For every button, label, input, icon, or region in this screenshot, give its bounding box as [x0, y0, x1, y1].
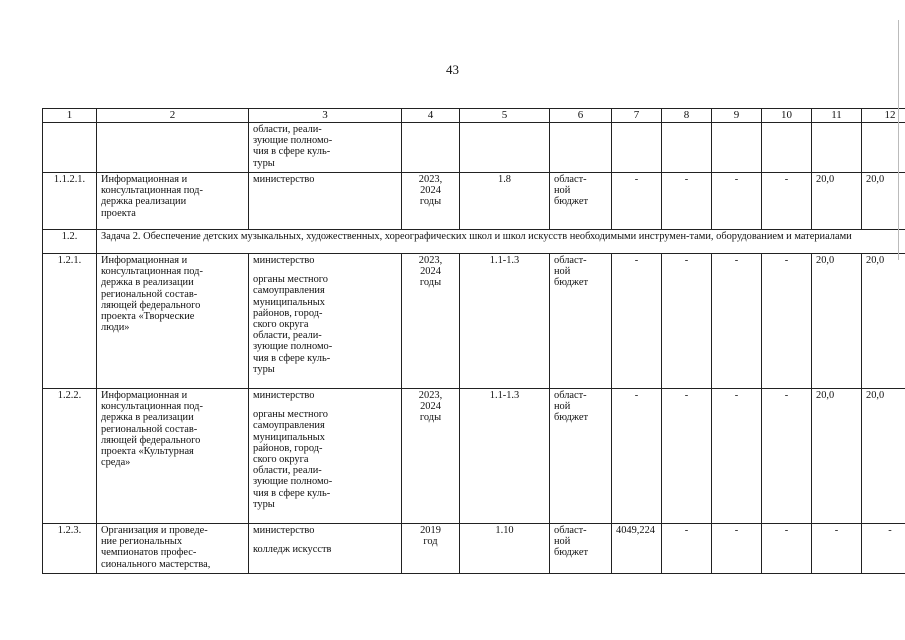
- amount-cell-11: 20,0: [812, 389, 862, 524]
- executor-cell: [249, 389, 402, 524]
- measure-name-line: Информационная и: [101, 255, 188, 266]
- measure-name-line: ние региональных: [101, 536, 183, 548]
- measure-name-cell: [97, 254, 249, 389]
- measure-name-line: люди»: [101, 322, 130, 334]
- co-executor-line: чия в сфере куль-: [253, 146, 331, 158]
- header-cell-9: 9: [712, 109, 762, 123]
- amount-cell-12: 20,0: [862, 389, 905, 524]
- item-number-cell: [43, 123, 97, 173]
- executor-line: министерство: [253, 255, 315, 266]
- item-number-cell: 1.1.2.1.: [43, 173, 97, 230]
- amount-cell-9: -: [712, 389, 762, 524]
- co-executor-line: органы местного: [253, 409, 328, 421]
- executor-line: министерство: [253, 390, 315, 401]
- co-executor-line: чия в сфере куль-: [253, 487, 331, 499]
- executor-line: министерство: [253, 174, 315, 185]
- measure-name-line: держка в реализации: [101, 412, 194, 424]
- measure-name-line: проекта «Культурная: [101, 446, 194, 458]
- measure-name-line: сионального мастерства,: [101, 558, 211, 570]
- co-executor-line: самоуправления: [253, 420, 325, 432]
- co-executor-line: районов, город-: [253, 442, 323, 454]
- years-cell: [402, 123, 460, 173]
- co-executor-line: муниципальных: [253, 296, 325, 308]
- executor-line: министерство: [253, 525, 315, 536]
- page-number: 43: [446, 62, 459, 77]
- measure-name-line: чемпионатов профес-: [101, 547, 197, 559]
- amount-cell-8: -: [662, 389, 712, 524]
- years-line: 2023,: [418, 390, 443, 401]
- indicator-cell: 1.1-1.3: [460, 389, 550, 524]
- co-executor-line: районов, город-: [253, 307, 323, 319]
- years-line: годы: [419, 196, 442, 208]
- measure-name-line: держка реализации: [101, 196, 187, 208]
- indicator-cell: [460, 123, 550, 173]
- funding-source-line: бюджет: [554, 277, 589, 289]
- funding-source-line: ной: [554, 185, 571, 197]
- program-table: [42, 108, 905, 574]
- amount-cell-7: [612, 123, 662, 173]
- executor-cell: [249, 524, 402, 574]
- header-cell-8: 8: [662, 109, 712, 123]
- years-cell: [402, 524, 460, 574]
- measure-name-line: держка в реализации: [101, 277, 194, 289]
- measure-name-line: ляющей федерального: [101, 434, 201, 446]
- funding-source-line: област-: [554, 255, 587, 266]
- item-number-cell: 1.2.3.: [43, 524, 97, 574]
- co-executor-line: туры: [253, 157, 275, 169]
- amount-cell-7: 4049,224: [612, 524, 662, 574]
- amount-cell-7: -: [612, 173, 662, 230]
- co-executor-line: органы местного: [253, 274, 328, 286]
- funding-source-line: област-: [554, 525, 587, 536]
- table-row: [43, 524, 905, 574]
- header-cell-6: 6: [550, 109, 612, 123]
- years-line: 2024: [420, 266, 441, 278]
- co-executor-line: самоуправления: [253, 285, 325, 297]
- measure-name-line: проекта: [101, 207, 136, 219]
- years-line: 2023,: [418, 255, 443, 266]
- header-cell-4: 4: [402, 109, 460, 123]
- executor-cell: [249, 123, 402, 173]
- years-line: 2019: [420, 525, 441, 536]
- funding-source-line: област-: [554, 390, 587, 401]
- header-cell-5: 5: [460, 109, 550, 123]
- funding-source-cell: [550, 254, 612, 389]
- executor-cell: [249, 254, 402, 389]
- header-cell-12: 12: [862, 109, 905, 123]
- amount-cell-10: [762, 123, 812, 173]
- measure-name-line: проекта «Творческие: [101, 311, 195, 323]
- measure-name-line: региональной состав-: [101, 423, 198, 435]
- funding-source-cell: [550, 173, 612, 230]
- measure-name-line: ляющей федерального: [101, 299, 201, 311]
- amount-cell-9: [712, 123, 762, 173]
- amount-cell-12: -: [862, 524, 905, 574]
- header-cell-3: 3: [249, 109, 402, 123]
- header-cell-10: 10: [762, 109, 812, 123]
- amount-cell-12: 20,0: [862, 173, 905, 230]
- amount-cell-11: 20,0: [812, 173, 862, 230]
- years-cell: [402, 254, 460, 389]
- measure-name-line: Организация и проведе-: [101, 525, 208, 536]
- amount-cell-8: -: [662, 524, 712, 574]
- years-cell: [402, 173, 460, 230]
- co-executor-line: туры: [253, 363, 275, 375]
- task-text-cell: Задача 2. Обеспечение детских музыкальных, художественных, хореографических школ и школ искусств необходимыми инструмен-тами, оборудованием и материалами: [97, 230, 905, 254]
- funding-source-cell: [550, 389, 612, 524]
- co-executor-line: муниципальных: [253, 431, 325, 443]
- amount-cell-10: -: [762, 254, 812, 389]
- co-executor-line: туры: [253, 498, 275, 510]
- amount-cell-9: -: [712, 524, 762, 574]
- table-row: [43, 173, 905, 230]
- co-executor-line: колледж искусств: [253, 544, 332, 556]
- amount-cell-8: [662, 123, 712, 173]
- amount-cell-11: [812, 123, 862, 173]
- amount-cell-12: 20,0: [862, 254, 905, 389]
- funding-source-line: бюджет: [554, 547, 589, 559]
- co-executor-line: ского округа: [253, 319, 309, 331]
- executor-cell: [249, 173, 402, 230]
- scan-edge-mark: [898, 20, 899, 260]
- funding-source-line: ной: [554, 536, 571, 548]
- indicator-cell: 1.1-1.3: [460, 254, 550, 389]
- co-executor-line: области, реали-: [253, 124, 322, 135]
- years-line: год: [423, 536, 438, 548]
- executor-group: [253, 409, 397, 510]
- measure-name-line: консультационная под-: [101, 401, 203, 413]
- table-row: [43, 254, 905, 389]
- co-executor-line: чия в сфере куль-: [253, 352, 331, 364]
- co-executor-line: зующие полномо-: [253, 476, 333, 488]
- header-cell-2: 2: [97, 109, 249, 123]
- measure-name-cell: [97, 524, 249, 574]
- years-line: 2024: [420, 185, 441, 197]
- executor-group: [253, 274, 397, 375]
- indicator-cell: 1.10: [460, 524, 550, 574]
- measure-name-cell: [97, 173, 249, 230]
- header-cell-1: 1: [43, 109, 97, 123]
- years-line: 2023,: [418, 174, 443, 185]
- header-row: [43, 109, 905, 123]
- funding-source-cell: [550, 524, 612, 574]
- amount-cell-9: -: [712, 173, 762, 230]
- table-row: [43, 123, 905, 173]
- measure-name-line: Информационная и: [101, 174, 188, 185]
- amount-cell-10: -: [762, 524, 812, 574]
- amount-cell-8: -: [662, 173, 712, 230]
- amount-cell-10: -: [762, 173, 812, 230]
- indicator-cell: 1.8: [460, 173, 550, 230]
- co-executor-line: зующие полномо-: [253, 341, 333, 353]
- measure-name-cell: [97, 389, 249, 524]
- funding-source-line: ной: [554, 266, 571, 278]
- amount-cell-9: -: [712, 254, 762, 389]
- measure-name-cell: [97, 123, 249, 173]
- measure-name-line: консультационная под-: [101, 185, 203, 197]
- co-executor-line: области, реали-: [253, 330, 322, 342]
- funding-source-cell: [550, 123, 612, 173]
- amount-cell-11: 20,0: [812, 254, 862, 389]
- measure-name-line: среда»: [101, 457, 131, 469]
- measure-name-line: Информационная и: [101, 390, 188, 401]
- funding-source-line: бюджет: [554, 412, 589, 424]
- years-line: 2024: [420, 401, 441, 413]
- header-cell-11: 11: [812, 109, 862, 123]
- amount-cell-8: -: [662, 254, 712, 389]
- measure-name-line: консультационная под-: [101, 266, 203, 278]
- amount-cell-10: -: [762, 389, 812, 524]
- measure-name-line: региональной состав-: [101, 288, 198, 300]
- years-cell: [402, 389, 460, 524]
- table-body: [43, 109, 905, 574]
- executor-group: [253, 544, 397, 555]
- amount-cell-7: -: [612, 254, 662, 389]
- funding-source-line: бюджет: [554, 196, 589, 208]
- item-number-cell: 1.2.1.: [43, 254, 97, 389]
- task-row: [43, 230, 905, 254]
- task-number-cell: 1.2.: [43, 230, 97, 254]
- co-executor-line: ского округа: [253, 454, 309, 466]
- amount-cell-11: -: [812, 524, 862, 574]
- table-row: [43, 389, 905, 524]
- years-line: годы: [419, 277, 442, 289]
- header-cell-7: 7: [612, 109, 662, 123]
- funding-source-line: област-: [554, 174, 587, 185]
- co-executor-line: области, реали-: [253, 465, 322, 477]
- item-number-cell: 1.2.2.: [43, 389, 97, 524]
- executor-group: [253, 124, 397, 169]
- years-line: годы: [419, 412, 442, 424]
- amount-cell-7: -: [612, 389, 662, 524]
- funding-source-line: ной: [554, 401, 571, 413]
- co-executor-line: зующие полномо-: [253, 135, 333, 147]
